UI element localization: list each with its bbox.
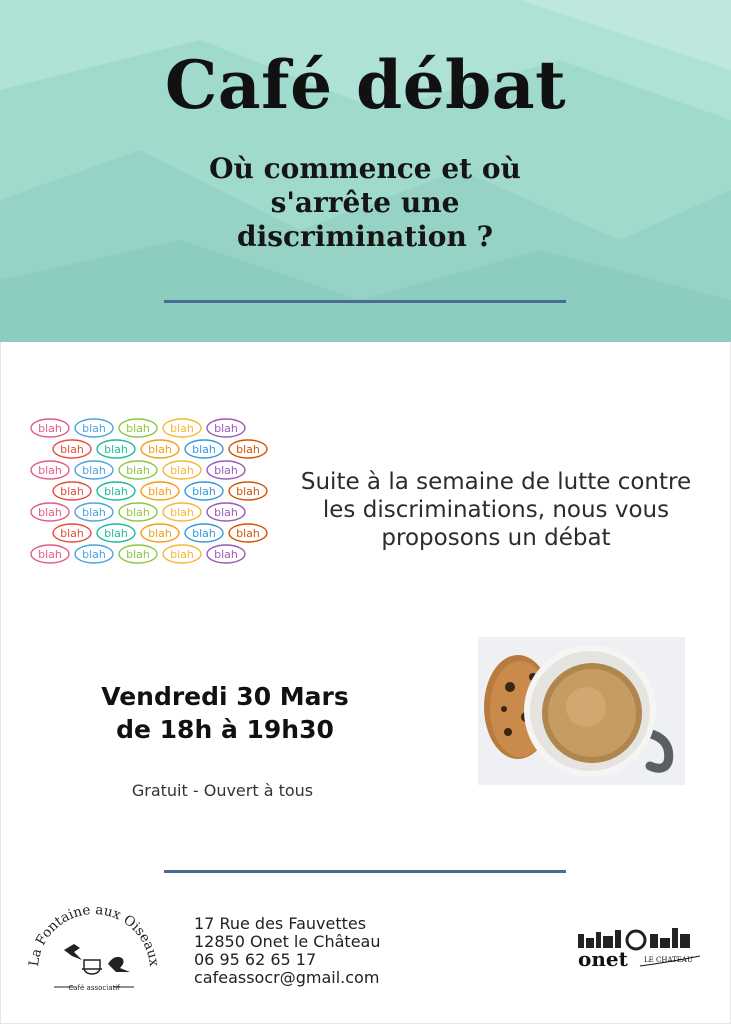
svg-text:blah: blah (214, 506, 238, 519)
svg-text:blah: blah (236, 485, 260, 498)
svg-text:blah: blah (126, 422, 150, 435)
blah-bubble (229, 482, 267, 500)
contact-phone: 06 95 62 65 17 (194, 950, 317, 969)
town-logo-sub: LE CHATEAU (644, 956, 693, 964)
blah-bubble (31, 419, 69, 437)
blah-speech-bubbles-image (38, 414, 260, 564)
blah-bubble (185, 524, 223, 542)
blah-bubble (97, 524, 135, 542)
page-subtitle (190, 152, 540, 254)
la-fontaine-aux-oiseaux-logo (24, 898, 164, 998)
logo-tagline: Café associatif (68, 984, 120, 992)
blah-bubble (163, 545, 201, 563)
blah-bubble (75, 419, 113, 437)
page-title: Café débat (164, 46, 567, 124)
svg-text:blah: blah (126, 506, 150, 519)
blah-bubble (185, 482, 223, 500)
svg-text:blah: blah (236, 443, 260, 456)
blah-bubble (207, 503, 245, 521)
contact-city: 12850 Onet le Château (194, 932, 381, 951)
svg-text:blah: blah (38, 548, 62, 561)
intro-line: les discriminations, nous vous (322, 497, 670, 523)
blah-bubble (185, 440, 223, 458)
svg-text:blah: blah (214, 548, 238, 561)
blah-bubble (97, 482, 135, 500)
coffee-cup-image (478, 637, 685, 785)
blah-bubble (53, 524, 91, 542)
contact-street: 17 Rue des Fauvettes (194, 914, 367, 933)
blah-bubble (141, 482, 179, 500)
blah-bubble (119, 461, 157, 479)
contact-info (194, 915, 380, 987)
svg-text:blah: blah (192, 485, 216, 498)
blah-bubble (141, 440, 179, 458)
svg-text:blah: blah (170, 506, 194, 519)
blah-bubble (229, 440, 267, 458)
svg-text:blah: blah (126, 548, 150, 561)
contact-email: cafeassocr@gmail.com (194, 968, 380, 987)
svg-text:blah: blah (60, 527, 84, 540)
subtitle-line: discrimination ? (237, 220, 493, 253)
blah-bubble (53, 482, 91, 500)
svg-text:blah: blah (38, 464, 62, 477)
svg-text:blah: blah (236, 527, 260, 540)
svg-text:blah: blah (170, 548, 194, 561)
header-banner (0, 0, 731, 342)
blah-bubble (119, 545, 157, 563)
event-time: de 18h à 19h30 (116, 715, 334, 744)
blah-bubble (119, 503, 157, 521)
footer-divider (164, 870, 566, 873)
blah-bubble (53, 440, 91, 458)
svg-text:blah: blah (126, 464, 150, 477)
blah-bubble (207, 545, 245, 563)
svg-text:blah: blah (148, 485, 172, 498)
blah-bubble (207, 419, 245, 437)
event-price: Gratuit - Ouvert à tous (131, 781, 314, 800)
blah-bubble (75, 461, 113, 479)
svg-text:blah: blah (214, 464, 238, 477)
svg-text:blah: blah (104, 443, 128, 456)
event-date: Vendredi 30 Mars (101, 682, 349, 711)
subtitle-line: s'arrête une (270, 186, 460, 219)
blah-bubble (97, 440, 135, 458)
town-logo-name: onet (578, 947, 628, 971)
svg-text:blah: blah (192, 527, 216, 540)
svg-text:blah: blah (104, 527, 128, 540)
svg-text:blah: blah (148, 443, 172, 456)
svg-text:blah: blah (60, 485, 84, 498)
blah-bubble (163, 419, 201, 437)
blah-bubble (31, 545, 69, 563)
svg-text:blah: blah (82, 506, 106, 519)
svg-text:blah: blah (82, 548, 106, 561)
blah-bubble (75, 545, 113, 563)
subtitle-line: Où commence et où (209, 152, 521, 185)
blah-bubble (207, 461, 245, 479)
blah-bubble (163, 503, 201, 521)
svg-text:blah: blah (192, 443, 216, 456)
blah-bubble (31, 503, 69, 521)
intro-line: Suite à la semaine de lutte contre (300, 469, 692, 495)
logo-name: La Fontaine aux Oiseaux (26, 901, 162, 968)
header-divider (164, 300, 566, 303)
onet-le-chateau-logo (574, 922, 706, 982)
svg-text:blah: blah (148, 527, 172, 540)
event-datetime (60, 680, 390, 746)
svg-text:blah: blah (104, 485, 128, 498)
blah-bubble (75, 503, 113, 521)
intro-text (268, 468, 724, 552)
blah-bubble (141, 524, 179, 542)
intro-line: proposons un débat (381, 525, 611, 551)
svg-text:blah: blah (214, 422, 238, 435)
blah-bubble (229, 524, 267, 542)
svg-text:blah: blah (82, 422, 106, 435)
blah-bubble (163, 461, 201, 479)
svg-text:blah: blah (170, 422, 194, 435)
svg-text:blah: blah (170, 464, 194, 477)
svg-text:blah: blah (82, 464, 106, 477)
blah-bubble (31, 461, 69, 479)
blah-bubble (119, 419, 157, 437)
svg-text:blah: blah (38, 506, 62, 519)
svg-text:blah: blah (38, 422, 62, 435)
svg-text:blah: blah (60, 443, 84, 456)
